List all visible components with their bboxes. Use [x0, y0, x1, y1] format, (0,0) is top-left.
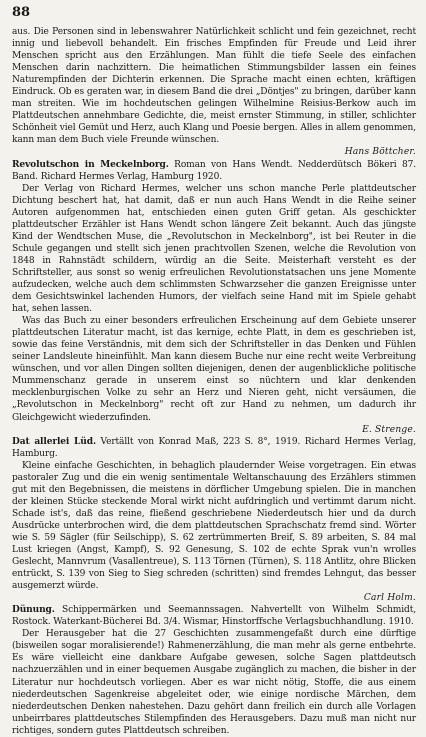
- paragraph-p5: [12, 436, 416, 460]
- paragraph-text: Der Verlag von Richard Hermes, welcher uns schon manche Perle plattdeutscher Dichtung beschert hat, hat damit, daß er nun auch Hans Wendt in die Reihe seiner Autoren aufgenommen hat, entschieden einen guten Griff getan. Als geschickter plattdeutscher Erzähler ist Hans Wendt schon längere Zeit bekannt. Auch das jüngste Kind der Wendtschen Muse, die „Revolutschon in Meckelnborg", ist bei Reuter in die Schule gegangen und stellt sich jenen prachtvollen Szenen, welche die Revolution von 1848 in Rahnstädt schildern, würdig an die Seite. Meisterhaft versteht es der Schriftsteller, aus sonst so wenig erfreulichen Revolutionstatsachen uns jene Momente aufzudecken, welche auch dem schlimmsten Schwarzseher die ganzen Ereignisse unter dem Gesichtswinkel lachenden Humors, der vielfach seine Hand mit im Spiele gehabt hat, sehen lassen.: [12, 183, 416, 315]
- paragraph-p3: [12, 183, 416, 316]
- paragraph-text: aus. Die Personen sind in lebenswahrer Natürlichkeit schlicht und fein gezeichnet, recht innig und liebevoll behandelt. Ein frisches Empfinden für Freude und Leid ihrer Menschen spricht aus den Erzählungen. Man fühlt die tiefe Seele des einfachen Menschen darin nachzittern. Die heimatlichen Stimmungsbilder lassen ein feines Naturempfinden der Dichterin erkennen. Die Sprache macht einen echten, kräftigen Eindruck. Ob es geraten war, in diesem Band die drei „Döntjes" zu bringen, darüber kann man streiten. Wie im hochdeutschen gelingen Wilhelmine Reisius-Berkow auch im Plattdeutschen annehmbare Gedichte, die, meist ernster Stimmung, in stiller, schlichter Schönheit viel Gemüt und Herz, auch Klang und Poesie bergen. Alles in allem genommen, kann man dem Buch viele Freunde wünschen.: [12, 27, 416, 146]
- paragraph-text: Der Herausgeber hat die 27 Geschichten zusammengefaßt durch eine dürftige (bisweilen sogar moralisierende!) Rahmenerzählung, die man mehr als gerne entbehrte. Es wäre vielleicht eine dankbare Aufgabe gewesen, solche Sagen plattdeutsch nachzuerzählen und in einer bequemen Ausgabe zugänglich zu machen, die bisher in der Literatur nur hochdeutsch vorliegen. Aber es war nicht nötig, Stoffe, die aus einem niederdeutschen Sagenkreise abgeleitet oder, wie einige nordische Märchen, dem niederdeutschen Denken nahestehen. Dazu gehört dann freilich ein durch alle Vorlagen unbeirrbares plattdeutsches Stilempfinden des Herausgebers. Dazu muß man nicht nur richtiges, sondern gutes Plattdeutsch schreiben.: [12, 629, 416, 736]
- paragraph-p2: [12, 159, 416, 183]
- paragraph-p4: [12, 315, 416, 423]
- paragraph-p6: [12, 460, 416, 593]
- paragraph-p8: [12, 628, 416, 736]
- body-text: [12, 26, 416, 737]
- reviewer-signature: Hans Böttcher.: [344, 147, 416, 158]
- review-heading: Dat allerlei Lüd.: [12, 436, 96, 447]
- paragraph-text: Was das Buch zu einer besonders erfreulichen Erscheinung auf dem Gebiete unserer plattdeutschen Literatur macht, ist das kernige, echte Platt, in dem es geschrieben ist, sowie das feine Verständnis, mit dem sich der Schriftsteller in das Denken und Fühlen seiner Landsleute hineinfühlt. Man kann diesem Buche nur eine recht weite Verbreitung wünschen, und vor allen Dingen sollten diejenigen, denen der augenblickliche politische Mummenschanz gerade in unserem einst so nüchtern und klar denkenden mecklenburgischen Volke zu sehr an Herz und Nieren geht, nicht versäumen, die „Revolutschon in Meckelnborg" recht oft zur Hand zu nehmen, um dadurch ihr Gleichgewicht wiederzufinden.: [12, 316, 416, 423]
- paragraph-text: Roman von Hans Wendt. Nedderdütsch Bökeri 87. Band. Richard Hermes Verlag, Hamburg 1920.: [12, 159, 416, 182]
- paragraph-p1: [12, 26, 416, 146]
- paragraph-p7: [12, 604, 416, 628]
- paragraph-text: Vertällt von Konrad Maß, 223 S. 8°, 1919. Richard Hermes Verlag, Hamburg.: [12, 436, 416, 459]
- page-number: 88: [12, 5, 31, 20]
- paragraph-text: Schippermärken und Seemannssagen. Nahvertellt von Wilhelm Schmidt, Rostock. Waterkant-Bücherei Bd. 3/4. Wismar, Hinstorffsche Verlagsbuchhandlung. 1910.: [12, 605, 416, 628]
- reviewer-signature: E. Strenge.: [362, 424, 416, 435]
- paragraph-text: Kleine einfache Geschichten, in behaglich plaudernder Weise vorgetragen. Ein etwas pastoraler Zug und die ein wenig sentimentale Weltanschauung des Erzählers stimmen gut mit den Begebnissen, die meistens in dörflicher Umgebung spielen. Die in manchen der kleinen Stücke steckende Moral wirkt nicht aufdringlich und vertimmt darum nicht. Schade ist's, daß das reine, fließend geschriebene Niederdeutsch hier und da durch Ausdrücke unterbrochen wird, die dem plattdeutschen Sprachschatz fremd sind. Wörter wie S. 59 Sägler (für Seilschipp), S. 62 zertrümmerten Breif, S. 89 arbeiten, S. 84 mal Lust kriegen (Angst, Kampf), S. 92 Genesung, S. 102 de echte Sprak vun'n wrolles Geslecht, Mannvrum (Vasallentreue), S. 113 Törnen (Türnen), S. 118 Antlitz, ohre Blicken entrückt, S. 139 von Sieg to Sieg schreden (schritten) sind fremdes Lehngut, das besser ausgemerzt würde.: [12, 460, 416, 592]
- review-heading: Dünung.: [12, 605, 55, 616]
- review-heading: Revolutschon in Meckelnborg.: [12, 159, 169, 170]
- reviewer-signature: Carl Holm.: [363, 593, 416, 604]
